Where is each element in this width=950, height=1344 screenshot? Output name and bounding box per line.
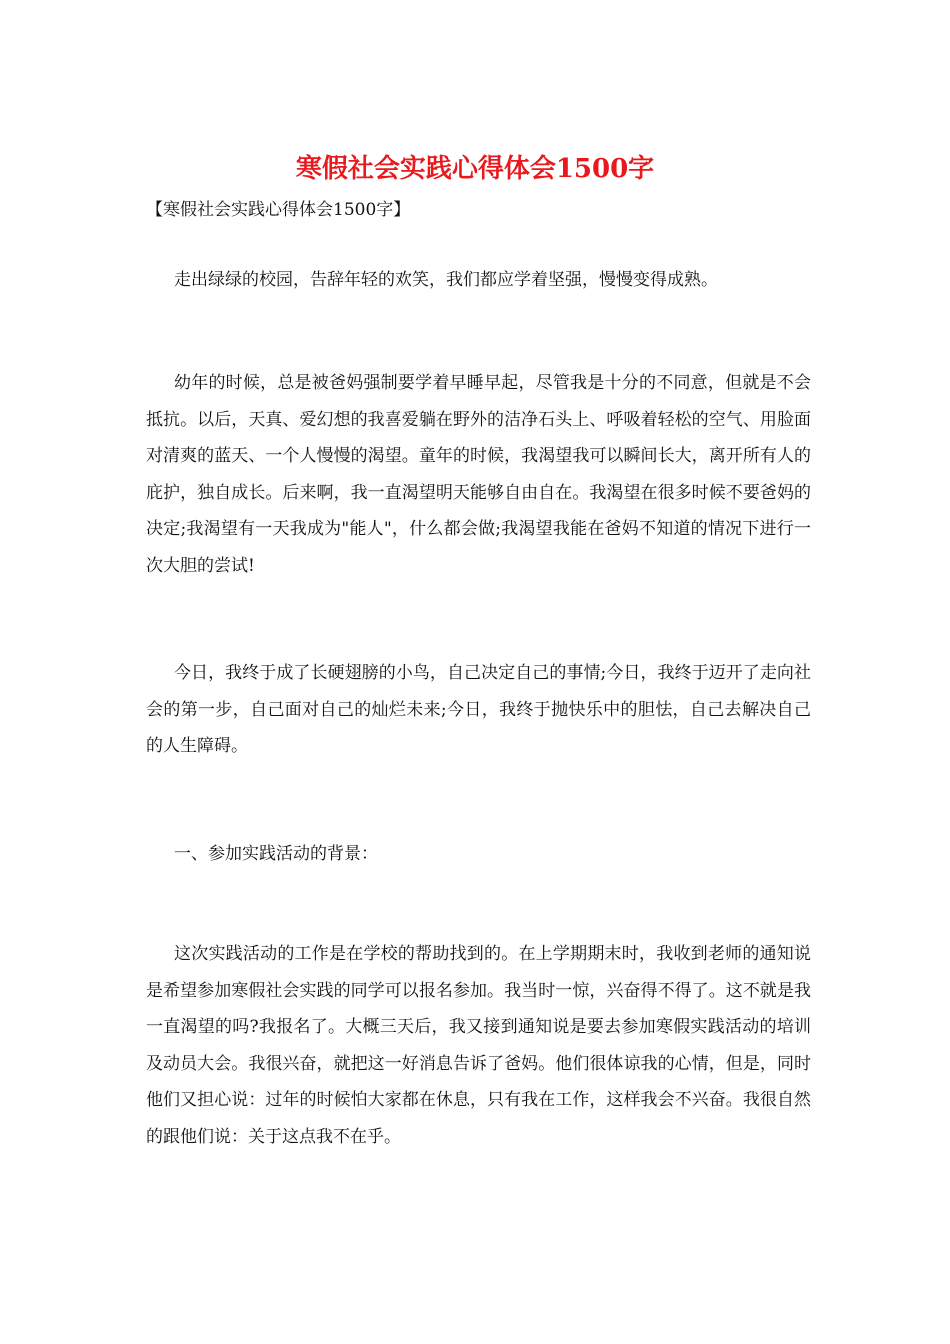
paragraph-childhood: 幼年的时候，总是被爸妈强制要学着早睡早起，尽管我是十分的不同意，但就是不会抵抗。以后，天真、爱幻想的我喜爱躺在野外的洁净石头上、呼吸着轻松的空气、用脸面对清爽的蓝天、一个人慢慢的渴望。童年的时候，我渴望我可以瞬间长大，离开所有人的庇护，独自成长。后来啊，我一直渴望明天能够自由自在。我渴望在很多时候不要爸妈的决定;我渴望有一天我成为"能人"，什么都会做;我渴望我能在爸妈不知道的情况下进行一次大胆的尝试! — [146, 373, 811, 576]
page-title: 寒假社会实践心得体会1500字 — [295, 154, 655, 184]
section-heading-background: 一、参加实践活动的背景： — [174, 844, 378, 864]
document-subtitle: 【寒假社会实践心得体会1500字】 — [146, 200, 411, 220]
paragraph-background: 这次实践活动的工作是在学校的帮助找到的。在上学期期末时，我收到老师的通知说是希望参加寒假社会实践的同学可以报名参加。我当时一惊，兴奋得不得了。这不就是我一直渴望的吗?我报名了。大概三天后，我又接到通知说是要去参加寒假实践活动的培训及动员大会。我很兴奋，就把这一好消息告诉了爸妈。他们很体谅我的心情，但是，同时他们又担心说：过年的时候怕大家都在休息，只有我在工作，这样我会不兴奋。我很自然的跟他们说：关于这点我不在乎。 — [146, 944, 811, 1147]
paragraph-today: 今日，我终于成了长硬翅膀的小鸟，自己决定自己的事情;今日，我终于迈开了走向社会的第一步，自己面对自己的灿烂未来;今日，我终于抛快乐中的胆怯，自己去解决自己的人生障碍。 — [146, 663, 811, 756]
paragraph-intro: 走出绿绿的校园，告辞年轻的欢笑，我们都应学着坚强，慢慢变得成熟。 — [174, 270, 718, 290]
